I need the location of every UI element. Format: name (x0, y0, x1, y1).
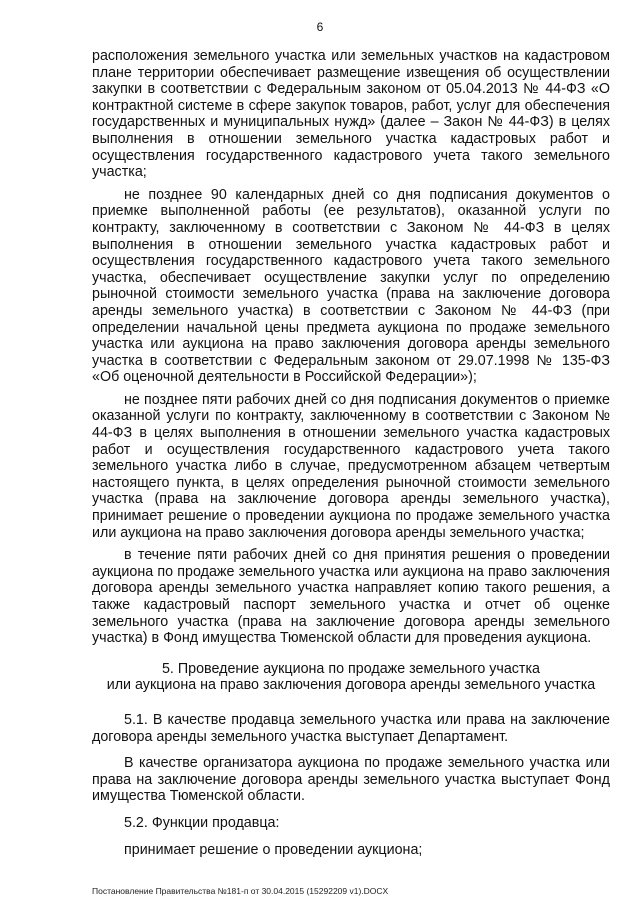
page-number: 6 (316, 20, 324, 34)
paragraph: принимает решение о проведении аукциона; (124, 841, 423, 858)
document-footer: Постановление Правительства №181-п от 30.04.2015 (15292209 v1).DOCX (92, 886, 389, 896)
section-heading-line: или аукциона на право заключения договора аренды земельного участка (106, 677, 596, 694)
section-heading-line: 5. Проведение аукциона по продаже земельного участка (161, 660, 541, 677)
paragraph: 5.1. В качестве продавца земельного участка или права на заключение договора аренды земельного участка выступает Департамент. (92, 711, 610, 745)
paragraph: В качестве организатора аукциона по продаже земельного участка или права на заключение договора аренды земельного участка выступает Фонд имущества Тюменской области. (92, 755, 610, 805)
paragraph: 5.2. Функции продавца: (124, 814, 280, 831)
paragraph: в течение пяти рабочих дней со дня принятия решения о проведении аукциона по продаже земельного участка или аукциона на право заключения договора аренды земельного участка направляет копию такого решения, а также кадастровый паспорт земельного участка и отчет об оценке земельного участка (права на заключение договора аренды земельного участка) в Фонд имущества Тюменской области для проведения аукциона. (92, 547, 610, 647)
paragraph: не позднее 90 календарных дней со дня подписания документов о приемке выполненной работы (ее результатов), оказанной услуги по контракту, заключенному в соответствии с Законом № 44-ФЗ в целях выполнения в отношении земельного участка кадастровых работ и осуществления государственного кадастрового учета такого земельного участка, обеспечивает осуществление закупки услуг по определению рыночной стоимости земельного участка (права на заключение договора аренды земельного участка) в соответствии с Законом № 44-ФЗ (при определении начальной цены предмета аукциона по продаже земельного участка или аукциона на право заключения договора аренды земельного участка в соответствии с Федеральным законом от 29.07.1998 № 135-ФЗ «Об оценочной деятельности в Российской Федерации»); (92, 186, 610, 386)
paragraph: расположения земельного участка или земельных участков на кадастровом плане территории обеспечивает размещение извещения об осуществлении закупки в соответствии с Федеральным законом от 05.04.2013 № 44-ФЗ «О контрактной системе в сфере закупок товаров, работ, услуг для обеспечения государственных и муниципальных нужд» (далее – Закон № 44-ФЗ) в целях выполнения в отношении земельного участка кадастровых работ и осуществления государственного кадастрового учета такого земельного участка; (92, 48, 610, 181)
section-heading (92, 661, 610, 694)
document-body (92, 48, 610, 868)
paragraph: не позднее пяти рабочих дней со дня подписания документов о приемке оказанной услуги по контракту, заключенному в соответствии с Законом № 44-ФЗ в целях выполнения в отношении земельного участка кадастровых работ и осуществления государственного кадастрового учета такого земельного участка либо в случае, предусмотренном абзацем четвертым настоящего пункта, в целях определения рыночной стоимости земельного участка (права на заключение договора аренды земельного участка), принимает решение о проведении аукциона по продаже земельного участка или аукциона на право заключения договора аренды земельного участка; (92, 391, 610, 541)
